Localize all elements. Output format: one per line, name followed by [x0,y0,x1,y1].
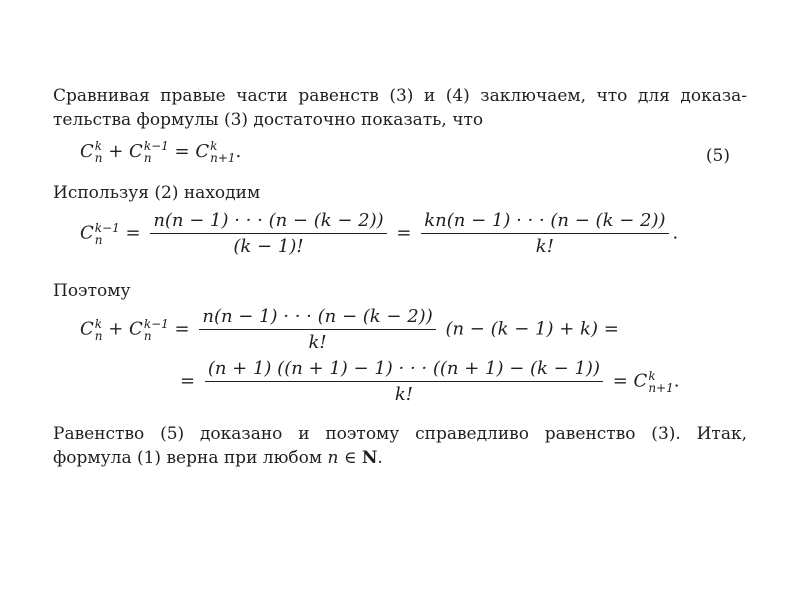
paragraph-2-prefix: формула (1) верна при любом [53,448,323,468]
eq8-numerator: (n + 1) ((n + 1) − 1) · · · ((n + 1) − (k − 1)) [207,358,600,379]
eq8-c-sup: k [648,368,656,383]
paragraph-1-line-2: тельства формулы (3) достаточно показать, что [53,110,484,130]
eq7-c1: C [80,318,94,340]
equation-sum-line-1 [80,306,619,353]
eq6-numerator-2: kn(n − 1) · · · (n − (k − 2)) [424,210,666,231]
eq7-c1-sub: n [94,328,103,343]
eq7-denominator: k! [308,332,327,353]
eq7-c2: C [129,318,143,340]
equation-ckm1 [80,210,678,257]
eq5-c3-sub: n+1 [210,151,236,165]
eq7-plus: + [102,318,130,340]
eq5-plus: + [102,141,130,162]
using-line: Используя (2) находим [53,183,261,203]
eq6-equals-1: = [125,222,141,244]
eq5-equals: = [168,141,196,162]
eq6-c: C [80,222,94,244]
paragraph-2-var-n: n [327,448,339,468]
therefore-line: Поэтому [53,281,131,301]
paragraph-2-line-1: Равенство (5) доказано и поэтому справедливо равенство (3). Итак, [53,424,747,444]
eq8-equals-1: = [180,370,196,392]
eq8-c-sub: n+1 [648,380,674,395]
eq6-denominator-2: k! [535,236,554,257]
eq6-fraction-1 [150,210,386,257]
equation-5-number: (5) [705,146,730,166]
equation-sum-line-2 [180,358,679,405]
paragraph-2-naturals: N [361,448,378,468]
eq5-c1-sup: k [94,139,103,153]
eq6-c-sub: n [94,232,103,247]
paragraph-1-line-1: Сравнивая правые части равенств (3) и (4) заключаем, что для доказа- [53,86,747,106]
eq7-c2-sub: n [143,328,152,343]
eq6-dot: . [672,222,679,244]
eq6-fraction-2 [421,210,668,257]
paragraph-2-end: . [377,448,383,468]
eq8-equals-2: = [612,370,628,392]
eq5-c1: C [80,141,94,162]
eq8-denominator: k! [394,384,413,405]
eq6-c-sup: k−1 [94,220,120,235]
eq5-end: . [235,141,242,162]
eq5-c2-sub: n [143,151,152,165]
eq5-c2-sup: k−1 [143,139,169,153]
eq6-equals-2: = [396,222,412,244]
eq6-numerator-1: n(n − 1) · · · (n − (k − 2)) [153,210,384,231]
eq7-numerator: n(n − 1) · · · (n − (k − 2)) [202,306,433,327]
eq8-dot: . [673,370,680,392]
eq7-equals: = [174,318,190,340]
eq8-c: C [633,370,648,392]
eq5-c1-sub: n [94,151,103,165]
eq7-tail: (n − (k − 1) + k) = [445,318,619,340]
eq8-fraction [205,358,603,405]
paragraph-2-in-symbol: ∈ [338,448,362,468]
eq7-c1-sup: k [94,316,103,331]
paragraph-2-line-2 [53,448,383,468]
eq7-fraction [199,306,435,353]
eq7-c2-sup: k−1 [143,316,169,331]
eq5-c3-sup: k [210,139,218,153]
eq5-c3: C [195,141,210,162]
eq6-denominator-1: (k − 1)! [233,236,304,257]
equation-5 [80,140,241,164]
eq5-c2: C [129,141,143,162]
